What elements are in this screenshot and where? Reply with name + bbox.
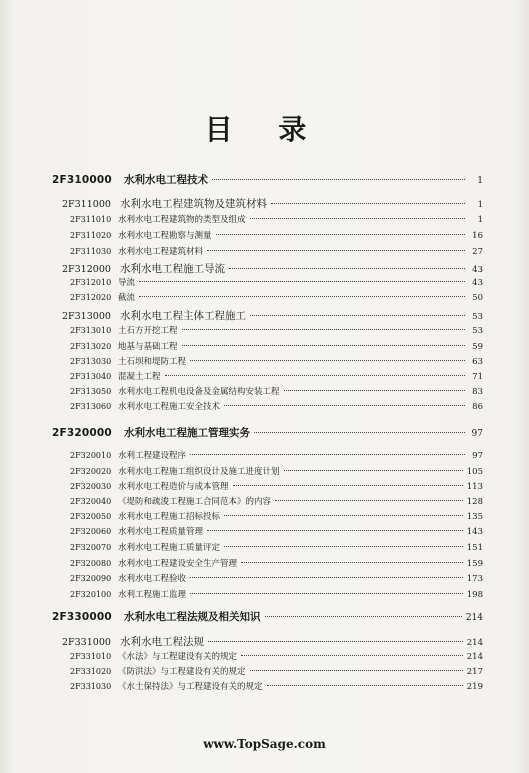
toc-leader <box>182 329 465 330</box>
toc-label: 水利水电工程主体工程施工 <box>120 310 246 322</box>
toc-leader <box>182 345 465 346</box>
toc-row <box>70 385 483 397</box>
toc-label: 土石方开挖工程 <box>118 326 178 336</box>
toc-page-number: 1 <box>477 200 483 210</box>
toc-leader <box>139 281 465 282</box>
toc-label: 水利工程建设程序 <box>118 451 187 461</box>
toc-code: 2F311010 <box>70 215 112 224</box>
page-title: 目 录 <box>204 113 325 146</box>
toc-page-number: 151 <box>466 543 483 553</box>
toc-code: 2F320040 <box>70 497 112 506</box>
toc-page-number: 16 <box>472 231 483 241</box>
toc-page-number: 173 <box>466 574 483 584</box>
toc-row <box>70 665 483 677</box>
toc-leader <box>284 390 465 391</box>
toc-label: 水利水电工程施工管理实务 <box>124 427 250 439</box>
toc-row <box>62 308 483 323</box>
toc-label: 地基与基础工程 <box>118 342 178 352</box>
toc-label: 水利水电工程建筑物及建筑材料 <box>120 198 267 210</box>
toc-page-number: 214 <box>466 638 483 648</box>
toc-leader <box>250 218 465 219</box>
toc-code: 2F313060 <box>70 402 112 411</box>
toc-code: 2F330000 <box>52 611 112 623</box>
toc-leader <box>212 179 465 180</box>
toc-row <box>70 340 483 352</box>
toc-page-number: 83 <box>472 387 483 397</box>
toc-row <box>62 634 483 649</box>
toc-label: 混凝土工程 <box>118 372 161 382</box>
toc-code: 2F311030 <box>70 247 112 256</box>
toc-leader <box>224 546 463 547</box>
toc-page-number: 53 <box>472 312 483 322</box>
toc-label: 水利工程施工监理 <box>118 590 187 600</box>
toc-code: 2F320010 <box>70 451 112 460</box>
toc-row <box>62 261 483 276</box>
toc-leader <box>224 515 463 516</box>
toc-label: 《水法》与工程建设有关的规定 <box>118 652 238 662</box>
toc-code: 2F331000 <box>62 637 111 648</box>
toc-label: 水利水电工程施工组织设计及施工进度计划 <box>118 467 280 477</box>
toc-code: 2F320090 <box>70 574 112 583</box>
toc-code: 2F331030 <box>70 682 112 691</box>
toc-row <box>70 480 483 492</box>
toc-row <box>52 425 483 440</box>
toc-label: 水利水电工程质量管理 <box>118 527 204 537</box>
toc-page-number: 105 <box>466 467 483 477</box>
toc-leader <box>267 685 463 686</box>
toc-leader <box>233 485 463 486</box>
toc-page-number: 128 <box>466 497 483 507</box>
toc-code: 2F313000 <box>62 311 111 322</box>
toc-leader <box>271 203 465 204</box>
toc-code: 2F320030 <box>70 482 112 491</box>
toc-code: 2F320100 <box>70 590 112 599</box>
toc-page-number: 214 <box>466 652 483 662</box>
toc-page-number: 86 <box>472 402 483 412</box>
toc-leader <box>190 360 465 361</box>
toc-page-number: 53 <box>472 326 483 336</box>
toc-row <box>70 588 483 600</box>
toc-label: 水利水电工程建设安全生产管理 <box>118 559 238 569</box>
toc-code: 2F311020 <box>70 231 112 240</box>
toc-label: 水利水电工程建筑材料 <box>118 247 204 257</box>
toc-label: 水利水电工程施工质量评定 <box>118 543 221 553</box>
toc-leader <box>165 375 465 376</box>
toc-row <box>70 510 483 522</box>
toc-page-number: 159 <box>466 559 483 569</box>
toc-leader <box>207 250 465 251</box>
toc-code: 2F313050 <box>70 387 112 396</box>
toc-page-number: 97 <box>471 429 483 439</box>
toc-label: 水利水电工程施工安全技术 <box>118 402 221 412</box>
toc-page-number: 27 <box>472 247 483 257</box>
toc-page-number: 43 <box>472 265 483 275</box>
toc-row <box>70 525 483 537</box>
toc-page-number: 71 <box>472 372 483 382</box>
toc-label: 《防洪法》与工程建设有关的规定 <box>118 667 246 677</box>
footer-url: www.TopSage.com <box>203 737 326 751</box>
toc-page-number: 43 <box>472 278 483 288</box>
toc-row <box>70 355 483 367</box>
toc-label: 导流 <box>118 278 136 288</box>
toc-label: 水利水电工程技术 <box>124 174 208 186</box>
toc-page-number: 217 <box>466 667 483 677</box>
toc-row <box>70 213 483 225</box>
toc-label: 水利水电工程建筑物的类型及组成 <box>118 215 246 225</box>
toc-code: 2F320050 <box>70 512 112 521</box>
toc-code: 2F311000 <box>62 199 111 210</box>
toc-row <box>52 172 483 187</box>
toc-row <box>70 495 483 507</box>
toc-page-number: 97 <box>472 451 483 461</box>
toc-row <box>70 324 483 336</box>
toc-label: 水利水电工程造价与成本管理 <box>118 482 229 492</box>
toc-row <box>70 557 483 569</box>
toc-page-number: 135 <box>466 512 483 522</box>
toc-leader <box>229 268 465 269</box>
toc-label: 截流 <box>118 293 136 303</box>
toc-leader <box>216 234 465 235</box>
toc-leader <box>190 593 463 594</box>
toc-code: 2F320000 <box>52 427 112 439</box>
toc-row <box>70 291 483 303</box>
toc-row <box>70 400 483 412</box>
toc-code: 2F320070 <box>70 543 112 552</box>
toc-code: 2F312000 <box>62 264 111 275</box>
toc-page-number: 214 <box>465 613 483 623</box>
toc-page-number: 143 <box>466 527 483 537</box>
toc-leader <box>190 454 465 455</box>
toc-leader <box>241 655 463 656</box>
toc-label: 水利水电工程勘察与测量 <box>118 231 212 241</box>
toc-code: 2F313020 <box>70 342 112 351</box>
toc-code: 2F310000 <box>52 174 112 186</box>
toc-page-number: 63 <box>472 357 483 367</box>
toc-code: 2F312020 <box>70 293 112 302</box>
toc-leader <box>224 405 465 406</box>
toc-leader <box>284 470 463 471</box>
toc-row <box>70 370 483 382</box>
toc-label: 《水土保持法》与工程建设有关的规定 <box>118 682 263 692</box>
toc-label: 土石坝和堤防工程 <box>118 357 187 367</box>
toc-leader <box>250 315 465 316</box>
toc-label: 水利水电工程施工招标投标 <box>118 512 221 522</box>
toc-code: 2F313040 <box>70 372 112 381</box>
toc-leader <box>139 296 465 297</box>
toc-label: 水利水电工程法规 <box>120 636 204 648</box>
toc-page-number: 1 <box>477 176 483 186</box>
toc-row <box>70 572 483 584</box>
toc-page-number: 59 <box>472 342 483 352</box>
toc-label: 水利水电工程法规及相关知识 <box>124 611 261 623</box>
toc-code: 2F313010 <box>70 326 112 335</box>
toc-leader <box>275 500 463 501</box>
toc-row <box>70 276 483 288</box>
toc-leader <box>208 641 463 642</box>
toc-code: 2F331020 <box>70 667 112 676</box>
toc-code: 2F320020 <box>70 467 112 476</box>
toc-row <box>70 245 483 257</box>
toc-code: 2F331010 <box>70 652 112 661</box>
toc-page-number: 1 <box>477 215 483 225</box>
toc-page-number: 198 <box>466 590 483 600</box>
toc-row <box>70 680 483 692</box>
toc-page-number: 50 <box>472 293 483 303</box>
toc-code: 2F312010 <box>70 278 112 287</box>
toc-label: 水利水电工程机电设备及金属结构安装工程 <box>118 387 280 397</box>
toc-label: 水利水电工程验收 <box>118 574 187 584</box>
toc-row <box>62 196 483 211</box>
toc-row <box>70 650 483 662</box>
toc-row <box>70 449 483 461</box>
toc-code: 2F320060 <box>70 527 112 536</box>
toc-code: 2F313030 <box>70 357 112 366</box>
toc-row <box>70 465 483 477</box>
toc-leader <box>250 670 463 671</box>
toc-page-number: 219 <box>466 682 483 692</box>
toc-leader <box>265 616 462 617</box>
toc-label: 《堤防和疏浚工程施工合同范本》的内容 <box>118 497 272 507</box>
toc-label: 水利水电工程施工导流 <box>120 263 225 275</box>
toc-row <box>70 541 483 553</box>
toc-leader <box>241 562 463 563</box>
toc-code: 2F320080 <box>70 559 112 568</box>
toc-leader <box>254 432 465 433</box>
toc-leader <box>190 577 463 578</box>
toc-leader <box>207 530 463 531</box>
toc-page-number: 113 <box>466 482 483 492</box>
toc-row <box>52 609 483 624</box>
toc-row <box>70 229 483 241</box>
